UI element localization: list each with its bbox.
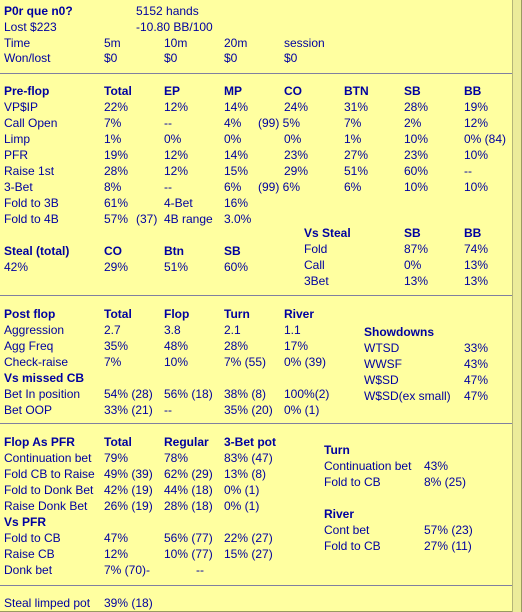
vs-pfr-row-label: Donk bet xyxy=(4,563,53,577)
time-col-20m: 20m xyxy=(224,36,248,50)
postflop-row-label: Check-raise xyxy=(4,355,69,369)
section-divider xyxy=(0,295,514,296)
flop-pfr-cell: 44% (18) xyxy=(164,483,213,497)
section-divider xyxy=(0,73,514,74)
showdown-label: W$SD(ex small) xyxy=(364,389,451,403)
missed-cb-cell: 38% (8) xyxy=(224,387,267,401)
preflop-cell: 0% xyxy=(164,132,182,146)
preflop-col-bb: BB xyxy=(464,84,482,98)
turn-value: 43% xyxy=(424,459,449,473)
postflop-title: Post flop xyxy=(4,307,56,321)
vs-steal-cell: 13% xyxy=(464,274,489,288)
turn-value: 8% (25) xyxy=(424,475,467,489)
preflop-cell: 12% xyxy=(164,100,189,114)
preflop-cell: 19% xyxy=(464,100,489,114)
preflop-cell: 15% xyxy=(224,164,249,178)
four-bet-label: 4-Bet xyxy=(164,196,193,210)
won-lost-5m: $0 xyxy=(104,51,118,65)
hands-count: 5152 hands xyxy=(136,4,199,18)
flop-pfr-row-label: Raise Donk Bet xyxy=(4,499,88,513)
steal-btn-value: 51% xyxy=(164,260,189,274)
preflop-cell: 10% xyxy=(464,148,489,162)
preflop-cell: -- xyxy=(164,116,172,130)
preflop-cell: 1% xyxy=(104,132,122,146)
river-value: 57% (23) xyxy=(424,523,473,537)
fold-to-3b-value: 61% xyxy=(104,196,129,210)
vs-pfr-cell: 15% (27) xyxy=(224,547,273,561)
bb-per-100: -10.80 BB/100 xyxy=(136,20,213,34)
flop-pfr-cell: 62% (29) xyxy=(164,467,213,481)
river-row-label: Fold to CB xyxy=(324,539,381,553)
vs-pfr-cell: 7% (70)- xyxy=(104,563,151,577)
flop-pfr-cell: 78% xyxy=(164,451,189,465)
preflop-cell: 24% xyxy=(284,100,309,114)
preflop-cell: 0% xyxy=(284,132,302,146)
postflop-row-label: Agg Freq xyxy=(4,339,54,353)
won-lost-20m: $0 xyxy=(224,51,238,65)
vs-pfr-cell: -- xyxy=(196,563,204,577)
four-bet-value: 16% xyxy=(224,196,249,210)
preflop-cell: 10% xyxy=(464,180,489,194)
steal-col-sb: SB xyxy=(224,244,241,258)
preflop-cell: 4% xyxy=(224,116,242,130)
flop-pfr-cell: 42% (19) xyxy=(104,483,153,497)
vs-pfr-cell: 47% xyxy=(104,531,129,545)
missed-cb-row-label: Bet In position xyxy=(4,387,81,401)
time-col-5m: 5m xyxy=(104,36,121,50)
postflop-cell: 7% xyxy=(104,355,122,369)
postflop-cell: 3.8 xyxy=(164,323,181,337)
lost-amount: Lost $223 xyxy=(4,20,57,34)
postflop-cell: 28% xyxy=(224,339,249,353)
preflop-col-co: CO xyxy=(284,84,302,98)
vs-steal-cell: 74% xyxy=(464,242,489,256)
postflop-cell: 2.7 xyxy=(104,323,121,337)
four-bet-range-label: 4B range xyxy=(164,212,213,226)
postflop-col-turn: Turn xyxy=(224,307,250,321)
steal-col-btn: Btn xyxy=(164,244,184,258)
vs-pfr-row-label: Fold to CB xyxy=(4,531,61,545)
preflop-cell: -- xyxy=(164,180,172,194)
flop-pfr-cell: 79% xyxy=(104,451,129,465)
postflop-cell: 2.1 xyxy=(224,323,241,337)
river-value: 27% (11) xyxy=(424,539,472,553)
flop-pfr-cell: 13% (8) xyxy=(224,467,267,481)
vs-steal-cell: 13% xyxy=(404,274,429,288)
showdowns-title: Showdowns xyxy=(364,325,434,339)
vs-missed-cb-title: Vs missed CB xyxy=(4,371,85,385)
time-col-10m: 10m xyxy=(164,36,188,50)
preflop-cell: 12% xyxy=(164,164,189,178)
postflop-cell: 7% (55) xyxy=(224,355,267,369)
showdown-value: 47% xyxy=(464,389,489,403)
vs-pfr-cell: 56% (77) xyxy=(164,531,213,545)
vs-steal-cell: 13% xyxy=(464,258,489,272)
preflop-cell: 10% xyxy=(404,180,429,194)
river-row-label: Cont bet xyxy=(324,523,370,537)
preflop-cell: 51% xyxy=(344,164,369,178)
flop-pfr-cell: 26% (19) xyxy=(104,499,153,513)
missed-cb-cell: 33% (21) xyxy=(104,403,153,417)
missed-cb-cell: 54% (28) xyxy=(104,387,153,401)
missed-cb-cell: 0% (1) xyxy=(284,403,320,417)
time-label: Time xyxy=(4,36,31,50)
section-divider xyxy=(0,423,514,424)
vs-pfr-cell: 12% xyxy=(104,547,129,561)
postflop-cell: 10% xyxy=(164,355,189,369)
postflop-row-label: Aggression xyxy=(4,323,65,337)
preflop-col-ep: EP xyxy=(164,84,181,98)
preflop-cell: 6% xyxy=(224,180,242,194)
preflop-cell: 27% xyxy=(344,148,369,162)
preflop-col-sb: SB xyxy=(404,84,421,98)
preflop-cell: 6% xyxy=(344,180,362,194)
flop-pfr-cell: 49% (39) xyxy=(104,467,153,481)
preflop-row-label: 3-Bet xyxy=(4,180,33,194)
vs-steal-title: Vs Steal xyxy=(304,226,351,240)
vs-steal-cell: 0% xyxy=(404,258,422,272)
steal-limped-label: Steal limped pot xyxy=(4,596,91,610)
preflop-cell: 29% xyxy=(284,164,309,178)
preflop-cell: 7% xyxy=(104,116,122,130)
fold-to-4b-value: 57% xyxy=(104,212,129,226)
postflop-cell: 48% xyxy=(164,339,189,353)
time-col-session: session xyxy=(284,36,325,50)
steal-total-value: 42% xyxy=(4,260,29,274)
preflop-cell: 14% xyxy=(224,100,249,114)
preflop-cell: 14% xyxy=(224,148,249,162)
postflop-cell: 1.1 xyxy=(284,323,301,337)
preflop-cell: 28% xyxy=(404,100,429,114)
preflop-cell: (99) 5% xyxy=(258,116,301,130)
steal-col-co: CO xyxy=(104,244,122,258)
preflop-col-total: Total xyxy=(104,84,132,98)
vs-steal-row-label: Fold xyxy=(304,242,328,256)
river-title: River xyxy=(324,507,355,521)
showdown-value: 47% xyxy=(464,373,489,387)
vs-steal-row-label: 3Bet xyxy=(304,274,329,288)
fold-to-4b-label: Fold to 4B xyxy=(4,212,59,226)
vs-pfr-cell: 22% (27) xyxy=(224,531,273,545)
flop-pfr-row-label: Fold to Donk Bet xyxy=(4,483,94,497)
postflop-col-river: River xyxy=(284,307,315,321)
turn-row-label: Continuation bet xyxy=(324,459,412,473)
flop-pfr-col-total: Total xyxy=(104,435,132,449)
preflop-cell: 7% xyxy=(344,116,362,130)
won-lost-session: $0 xyxy=(284,51,298,65)
fold-to-4b-count: (37) xyxy=(136,212,158,226)
missed-cb-row-label: Bet OOP xyxy=(4,403,53,417)
flop-pfr-cell: 28% (18) xyxy=(164,499,213,513)
showdown-value: 33% xyxy=(464,341,489,355)
vertical-scrollbar[interactable] xyxy=(512,0,521,612)
section-divider xyxy=(0,585,514,586)
postflop-cell: 17% xyxy=(284,339,309,353)
preflop-cell: (99) 6% xyxy=(258,180,301,194)
flop-pfr-cell: 0% (1) xyxy=(224,483,260,497)
fold-to-3b-label: Fold to 3B xyxy=(4,196,59,210)
steal-co-value: 29% xyxy=(104,260,129,274)
vs-pfr-row-label: Raise CB xyxy=(4,547,55,561)
vs-pfr-title: Vs PFR xyxy=(4,515,47,529)
flop-pfr-col-regular: Regular xyxy=(164,435,209,449)
preflop-cell: 23% xyxy=(284,148,309,162)
preflop-cell: 12% xyxy=(464,116,489,130)
preflop-cell: 31% xyxy=(344,100,369,114)
steal-sb-value: 60% xyxy=(224,260,249,274)
missed-cb-cell: 56% (18) xyxy=(164,387,213,401)
four-bet-range-value: 3.0% xyxy=(224,212,252,226)
flop-pfr-row-label: Fold CB to Raise xyxy=(4,467,95,481)
showdown-label: W$SD xyxy=(364,373,399,387)
preflop-row-label: VP$IP xyxy=(4,100,39,114)
preflop-cell: 28% xyxy=(104,164,129,178)
showdown-label: WWSF xyxy=(364,357,402,371)
showdown-value: 43% xyxy=(464,357,489,371)
preflop-cell: 23% xyxy=(404,148,429,162)
player-name: P0r que n0? xyxy=(4,4,73,18)
postflop-cell: 35% xyxy=(104,339,129,353)
won-lost-10m: $0 xyxy=(164,51,178,65)
vs-steal-col-bb: BB xyxy=(464,226,482,240)
steal-limped-value: 39% (18) xyxy=(104,596,153,610)
showdown-label: WTSD xyxy=(364,341,400,355)
preflop-cell: 10% xyxy=(404,132,429,146)
vs-steal-col-sb: SB xyxy=(404,226,421,240)
won-lost-label: Won/lost xyxy=(4,51,51,65)
flop-pfr-cell: 83% (47) xyxy=(224,451,273,465)
preflop-cell: 0% (84) xyxy=(464,132,507,146)
preflop-cell: 0% xyxy=(224,132,242,146)
vs-pfr-cell: 10% (77) xyxy=(164,547,213,561)
turn-title: Turn xyxy=(324,443,350,457)
preflop-row-label: Raise 1st xyxy=(4,164,55,178)
missed-cb-cell: -- xyxy=(164,403,172,417)
preflop-cell: 8% xyxy=(104,180,122,194)
preflop-cell: 22% xyxy=(104,100,129,114)
flop-pfr-cell: 0% (1) xyxy=(224,499,260,513)
preflop-cell: 19% xyxy=(104,148,129,162)
vs-steal-row-label: Call xyxy=(304,258,325,272)
flop-pfr-row-label: Continuation bet xyxy=(4,451,92,465)
preflop-cell: 2% xyxy=(404,116,422,130)
postflop-col-total: Total xyxy=(104,307,132,321)
postflop-col-flop: Flop xyxy=(164,307,190,321)
preflop-row-label: Limp xyxy=(4,132,31,146)
flop-as-pfr-title: Flop As PFR xyxy=(4,435,75,449)
turn-row-label: Fold to CB xyxy=(324,475,381,489)
vs-steal-cell: 87% xyxy=(404,242,429,256)
preflop-row-label: Call Open xyxy=(4,116,58,130)
postflop-cell: 0% (39) xyxy=(284,355,327,369)
preflop-row-label: PFR xyxy=(4,148,28,162)
preflop-cell: 60% xyxy=(404,164,429,178)
preflop-title: Pre-flop xyxy=(4,84,50,98)
preflop-col-btn: BTN xyxy=(344,84,369,98)
flop-pfr-col-3bet: 3-Bet pot xyxy=(224,435,276,449)
preflop-cell: 12% xyxy=(164,148,189,162)
steal-total-title: Steal (total) xyxy=(4,244,70,258)
preflop-col-mp: MP xyxy=(224,84,242,98)
preflop-cell: 1% xyxy=(344,132,362,146)
missed-cb-cell: 100%(2) xyxy=(284,387,330,401)
preflop-cell: -- xyxy=(464,164,472,178)
missed-cb-cell: 35% (20) xyxy=(224,403,273,417)
